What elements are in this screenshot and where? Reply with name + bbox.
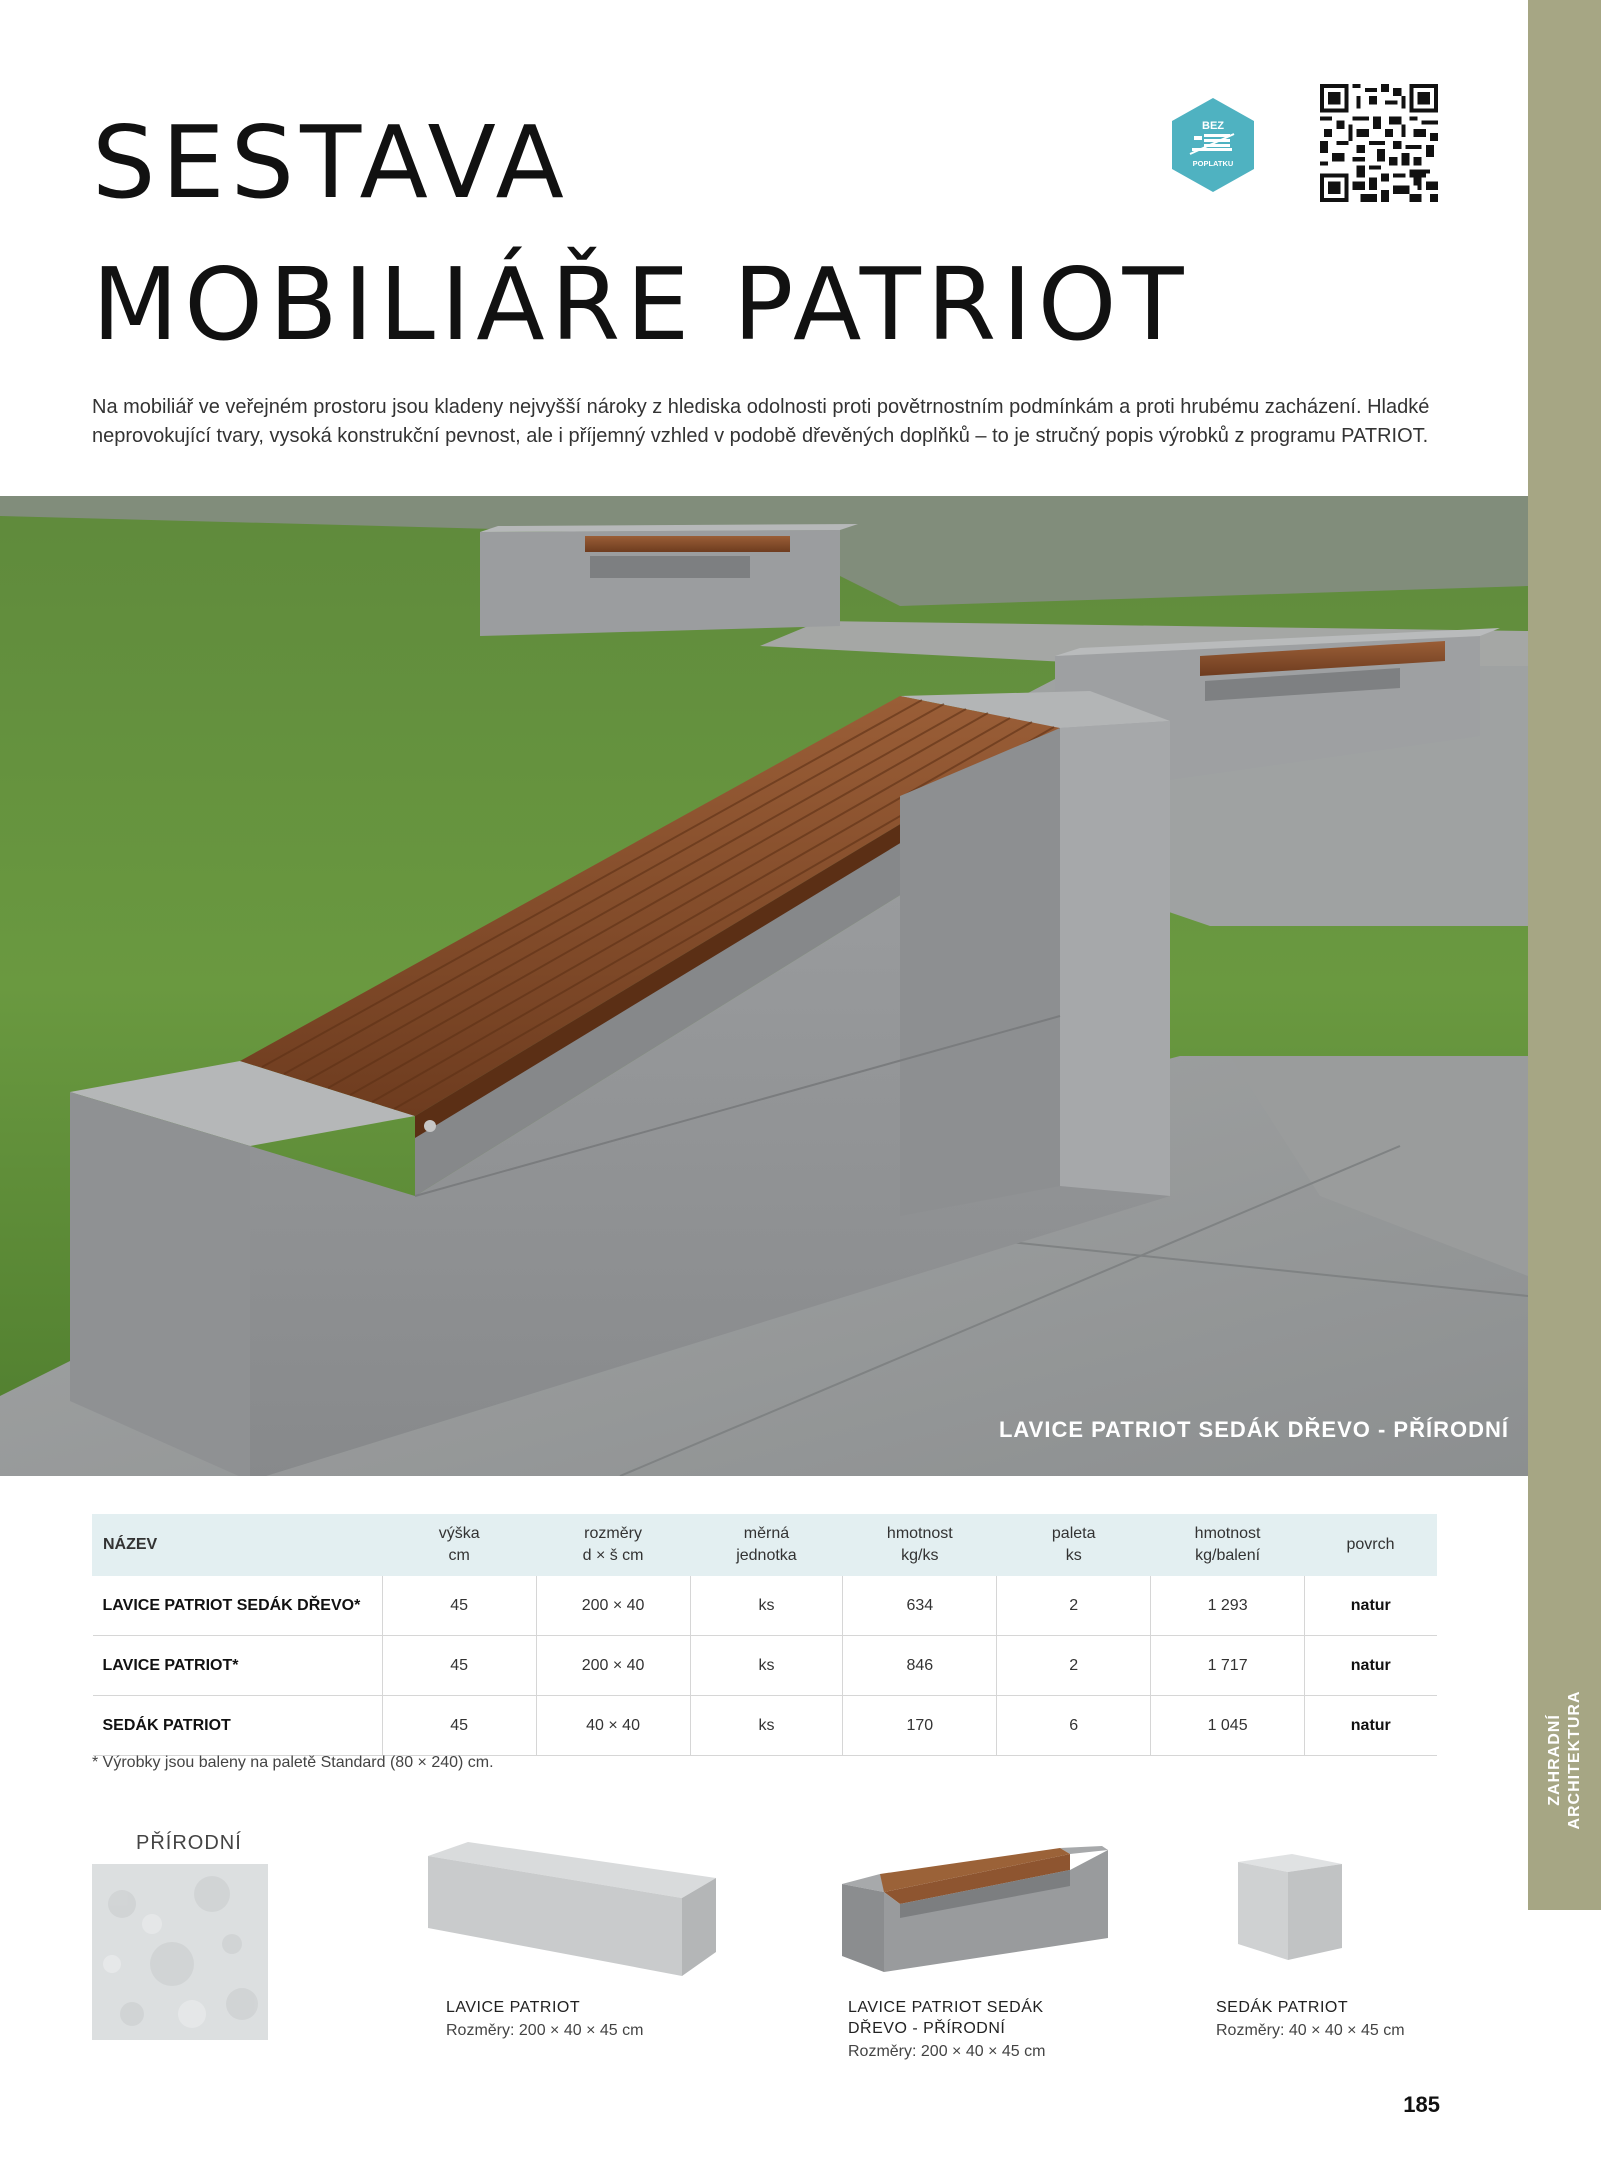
cell-weight: 634 bbox=[843, 1576, 997, 1636]
cell-name: SEDÁK PATRIOT bbox=[93, 1696, 383, 1756]
col-header-name: NÁZEV bbox=[93, 1515, 383, 1576]
cell-name: LAVICE PATRIOT* bbox=[93, 1636, 383, 1696]
product-name-2: LAVICE PATRIOT SEDÁK DŘEVO - PŘÍRODNÍ bbox=[848, 1999, 1044, 2037]
side-tab-line2: ARCHITEKTURA bbox=[1566, 1690, 1583, 1830]
title-line-1: SESTAVA bbox=[92, 104, 570, 221]
cell-unit: ks bbox=[690, 1696, 843, 1756]
cell-height: 45 bbox=[382, 1696, 536, 1756]
intro-paragraph: Na mobiliář ve veřejném prostoru jsou kladeny nejvyšší nároky z hlediska odolnosti proti povětrnostním podmínkám a proti hrubému zacházení. Hladké neprovokující tvary, vysoká konstrukční pevnost, ale i příjemný vzhled v podobě dřevěných doplňků – to je stručný popis výrobků z programu PATRIOT. bbox=[92, 396, 1430, 447]
table-row bbox=[93, 1696, 1437, 1756]
side-tab bbox=[1528, 0, 1601, 1910]
cell-unit: ks bbox=[690, 1636, 843, 1696]
cell-surface: natur bbox=[1305, 1576, 1437, 1636]
cell-surface: natur bbox=[1305, 1636, 1437, 1696]
cell-pack-weight: 1 717 bbox=[1151, 1636, 1305, 1696]
qr-code-icon[interactable] bbox=[1320, 84, 1438, 202]
cell-height: 45 bbox=[382, 1576, 536, 1636]
cell-pallet: 2 bbox=[997, 1576, 1151, 1636]
col-header-surface: povrch bbox=[1305, 1515, 1437, 1576]
table-header-row bbox=[93, 1515, 1437, 1576]
free-of-charge-badge bbox=[1170, 96, 1256, 194]
cell-weight: 170 bbox=[843, 1696, 997, 1756]
cell-dims: 200 × 40 bbox=[536, 1636, 690, 1696]
cell-surface: natur bbox=[1305, 1696, 1437, 1756]
col-header-unit: měrná jednotka bbox=[690, 1515, 843, 1576]
product-dims-2: Rozměry: 200 × 40 × 45 cm bbox=[848, 2043, 1046, 2060]
cell-unit: ks bbox=[690, 1576, 843, 1636]
cell-dims: 40 × 40 bbox=[536, 1696, 690, 1756]
product-dims-1: Rozměry: 200 × 40 × 45 cm bbox=[446, 2022, 644, 2039]
cell-weight: 846 bbox=[843, 1636, 997, 1696]
cell-name: LAVICE PATRIOT SEDÁK DŘEVO* bbox=[93, 1576, 383, 1636]
table-row bbox=[93, 1636, 1437, 1696]
product-image-lavice-patriot bbox=[424, 1838, 720, 1978]
side-tab-label bbox=[1530, 1690, 1600, 1830]
col-header-pack-weight: hmotnost kg/balení bbox=[1151, 1515, 1305, 1576]
surface-swatch-natural bbox=[92, 1864, 268, 2040]
product-image-lavice-patriot-sedak-drevo bbox=[840, 1846, 1110, 1976]
spec-table bbox=[92, 1514, 1437, 1756]
product-name-3: SEDÁK PATRIOT bbox=[1216, 1999, 1349, 2016]
side-tab-line1: ZAHRADNÍ bbox=[1546, 1714, 1563, 1806]
page-number: 185 bbox=[1403, 2092, 1440, 2117]
product-name-1: LAVICE PATRIOT bbox=[446, 1999, 581, 2016]
cell-dims: 200 × 40 bbox=[536, 1576, 690, 1636]
cell-pallet: 2 bbox=[997, 1636, 1151, 1696]
col-header-dims: rozměry d × š cm bbox=[536, 1515, 690, 1576]
badge-text-top: BEZ bbox=[1202, 120, 1224, 132]
badge-text-bottom: POPLATKU bbox=[1192, 159, 1234, 168]
cell-pack-weight: 1 293 bbox=[1151, 1576, 1305, 1636]
title-line-2: MOBILIÁŘE PATRIOT bbox=[92, 246, 1190, 363]
col-header-weight: hmotnost kg/ks bbox=[843, 1515, 997, 1576]
product-image-sedak-patriot bbox=[1236, 1852, 1346, 1962]
cell-pallet: 6 bbox=[997, 1696, 1151, 1756]
table-row bbox=[93, 1576, 1437, 1636]
page-title bbox=[92, 92, 1190, 376]
cell-pack-weight: 1 045 bbox=[1151, 1696, 1305, 1756]
product-dims-3: Rozměry: 40 × 40 × 45 cm bbox=[1216, 2022, 1405, 2039]
col-header-height: výška cm bbox=[382, 1515, 536, 1576]
col-header-pallet: paleta ks bbox=[997, 1515, 1151, 1576]
hero-caption: LAVICE PATRIOT SEDÁK DŘEVO - PŘÍRODNÍ bbox=[998, 1417, 1509, 1442]
cell-height: 45 bbox=[382, 1636, 536, 1696]
table-footnote: * Výrobky jsou baleny na paletě Standard (80 × 240) cm. bbox=[92, 1754, 494, 1771]
hero-photo-bench bbox=[0, 496, 1528, 1476]
swatch-label: PŘÍRODNÍ bbox=[136, 1832, 242, 1854]
